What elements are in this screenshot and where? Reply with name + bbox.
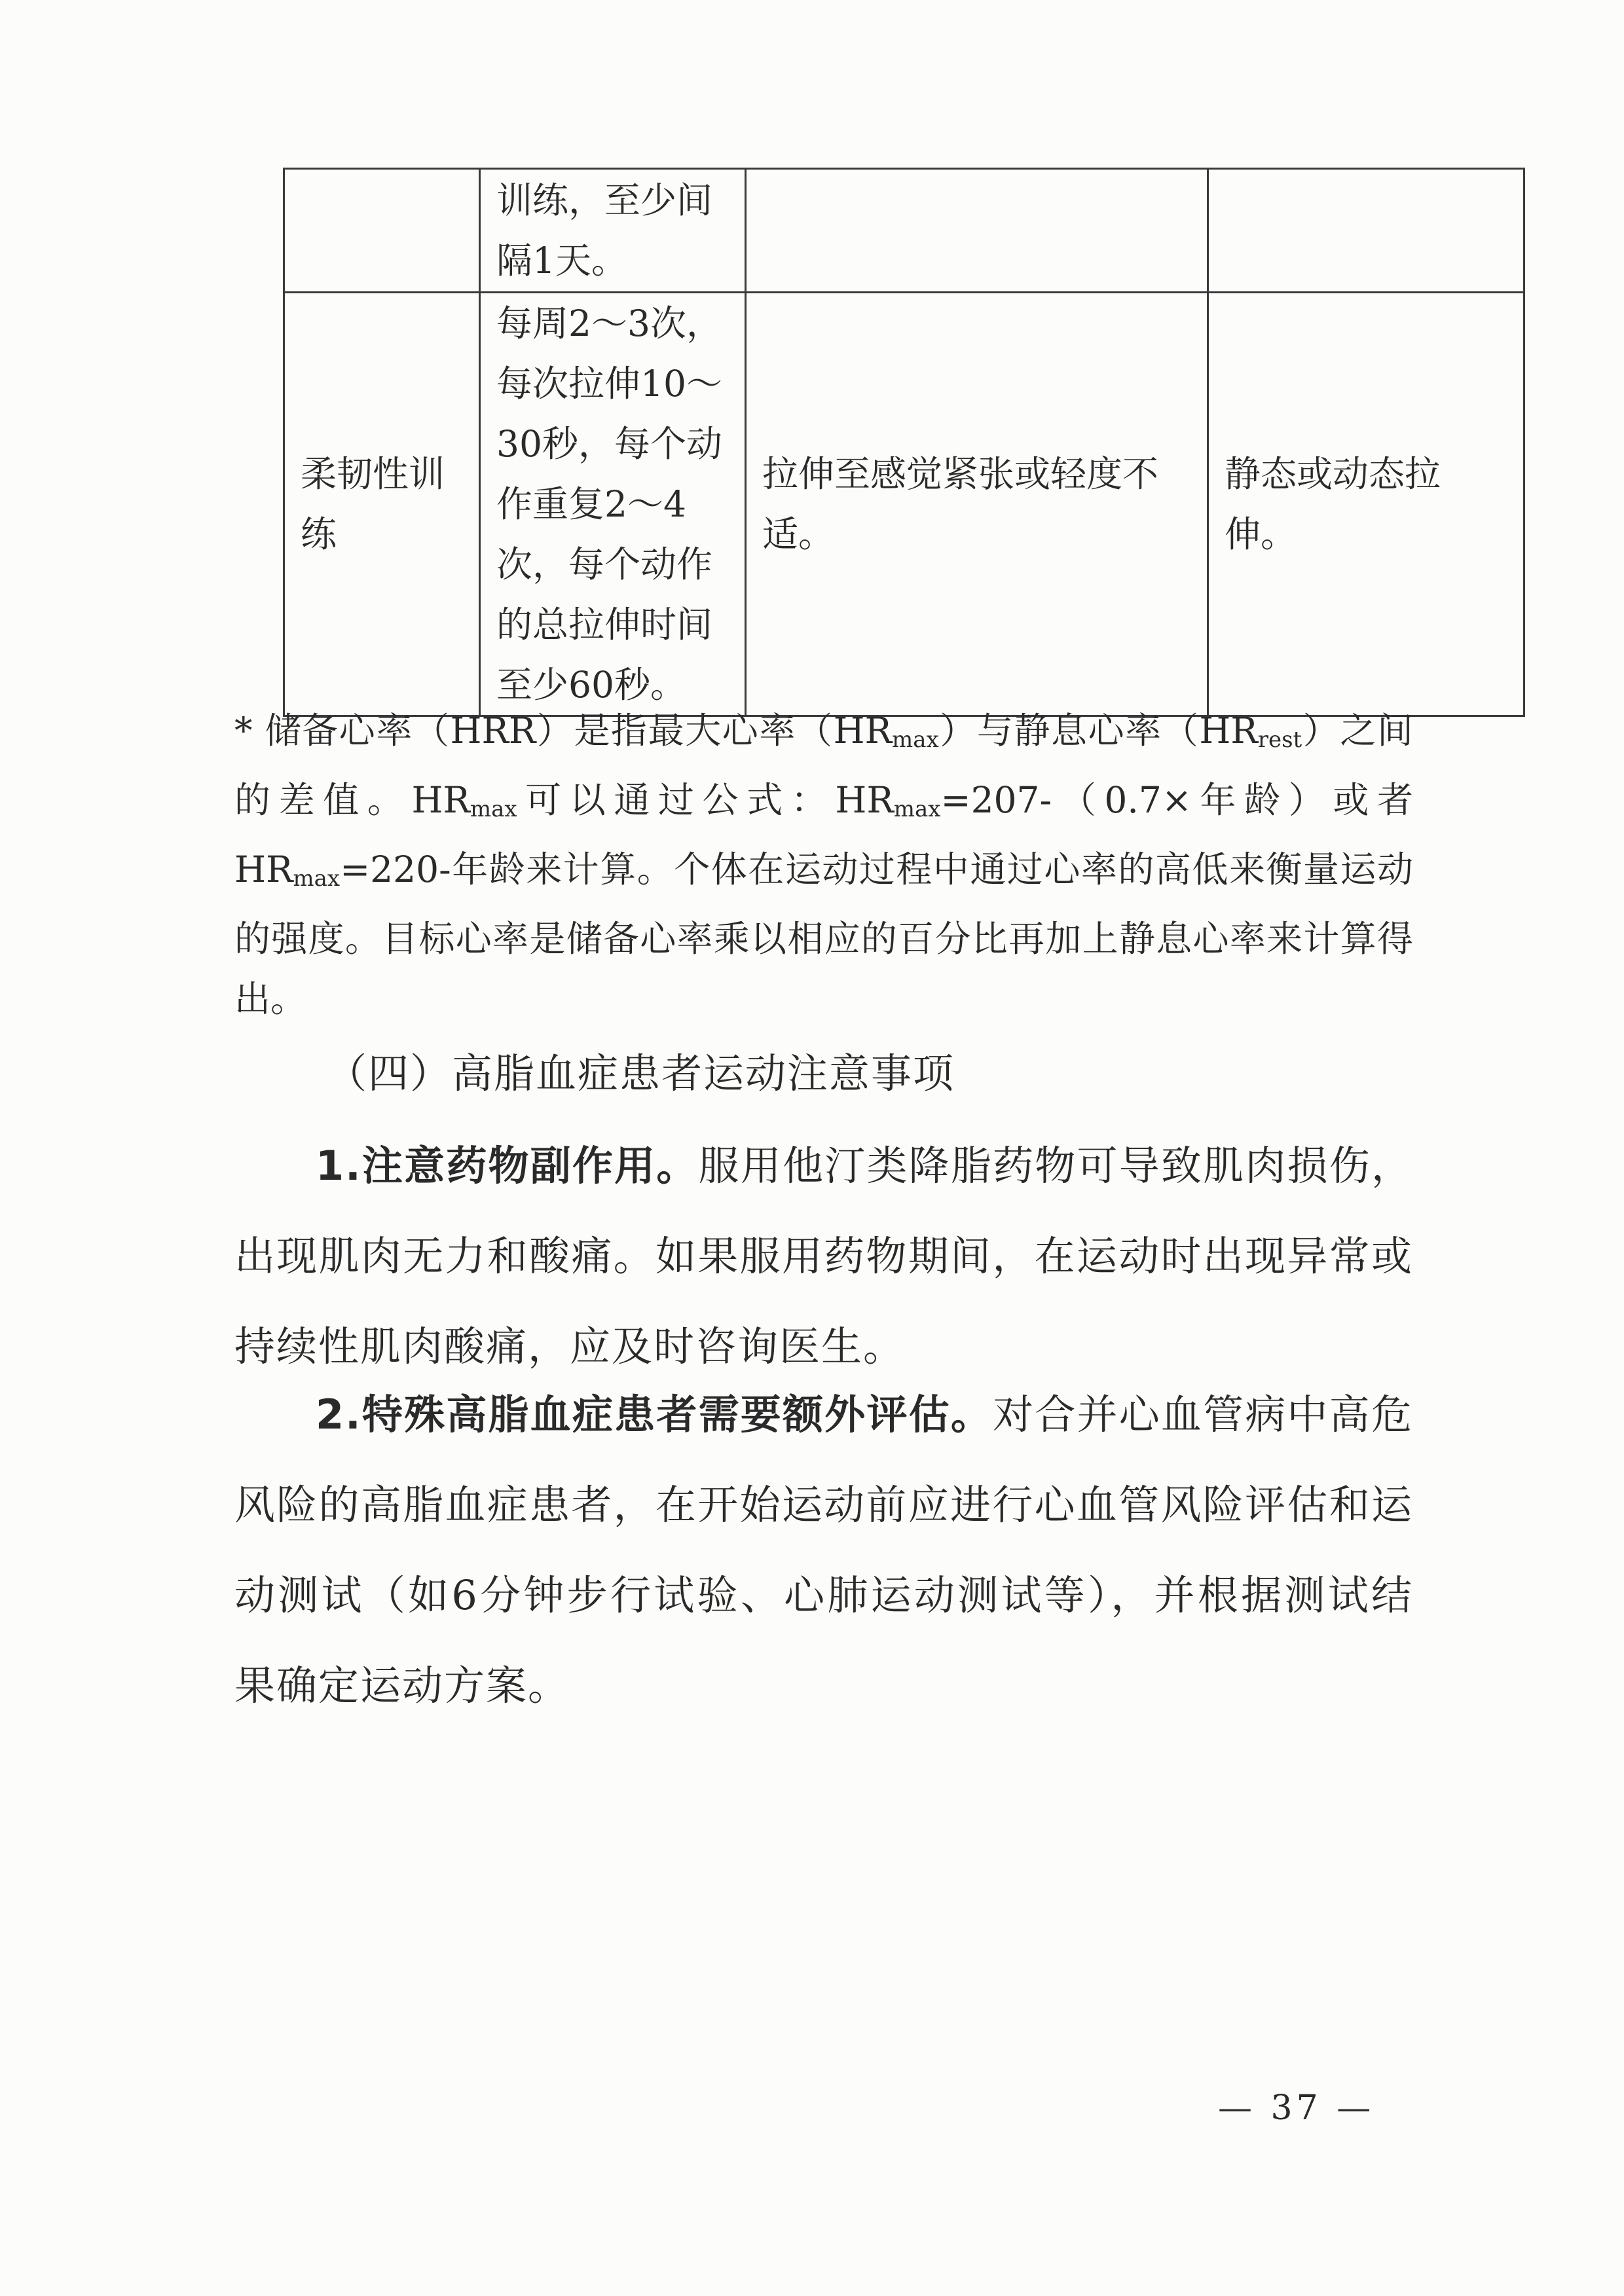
table-row xyxy=(284,169,1524,293)
table-row xyxy=(284,293,1524,716)
table-cell-method xyxy=(1208,169,1524,293)
item-2-text: 对合并心血管病中高危风险的高脂血症患者，在开始运动前应进行心血管风险评估和运动测试（如6分钟步行试验、心肺运动测试等），并根据测试结果确定运动方案。 xyxy=(234,1391,1413,1709)
table-cell-type: 柔韧性训练 xyxy=(284,293,480,716)
table-cell-type xyxy=(284,169,480,293)
table-cell-frequency: 训练，至少间隔1天。 xyxy=(480,169,746,293)
table-cell-method: 静态或动态拉伸。 xyxy=(1208,293,1524,716)
table-footnote: * 储备心率（HRR）是指最大心率$(HR_{max})$与静息心率$(HR_{rest})$之间的差值。$HR_{max}$可以通过公式：$HR_{max}=207-(0.7\times$年龄）或者$HR_{max}=220-$年龄来计算。个体在运动过程中通过心率的高低来衡量运动的强度。目标心率是储备心率乘以相应的百分比再加上静息心率来计算得出。 xyxy=(234,710,1413,1020)
table-cell-intensity: 拉伸至感觉紧张或轻度不适。 xyxy=(746,293,1208,716)
section-heading: （四）高脂血症患者运动注意事项 xyxy=(326,1049,955,1097)
item-1-lead: 1.注意药物副作用。 xyxy=(316,1142,699,1190)
item-1-text: 服用他汀类降脂药物可导致肌肉损伤，出现肌肉无力和酸痛。如果服用药物期间，在运动时出现异常或持续性肌肉酸痛，应及时咨询医生。 xyxy=(234,1142,1413,1370)
paragraph-item-1 xyxy=(234,1121,1413,1392)
exercise-table xyxy=(283,168,1525,717)
table-cell-intensity xyxy=(746,169,1208,293)
table-cell-frequency: 每周2～3次，每次拉伸10～30秒，每个动作重复2～4次，每个动作的总拉伸时间至少60秒。 xyxy=(480,293,746,716)
item-2-lead: 2.特殊高脂血症患者需要额外评估。 xyxy=(316,1391,993,1438)
paragraph-item-2 xyxy=(234,1370,1413,1731)
page-number: — 37 — xyxy=(1218,2088,1375,2128)
